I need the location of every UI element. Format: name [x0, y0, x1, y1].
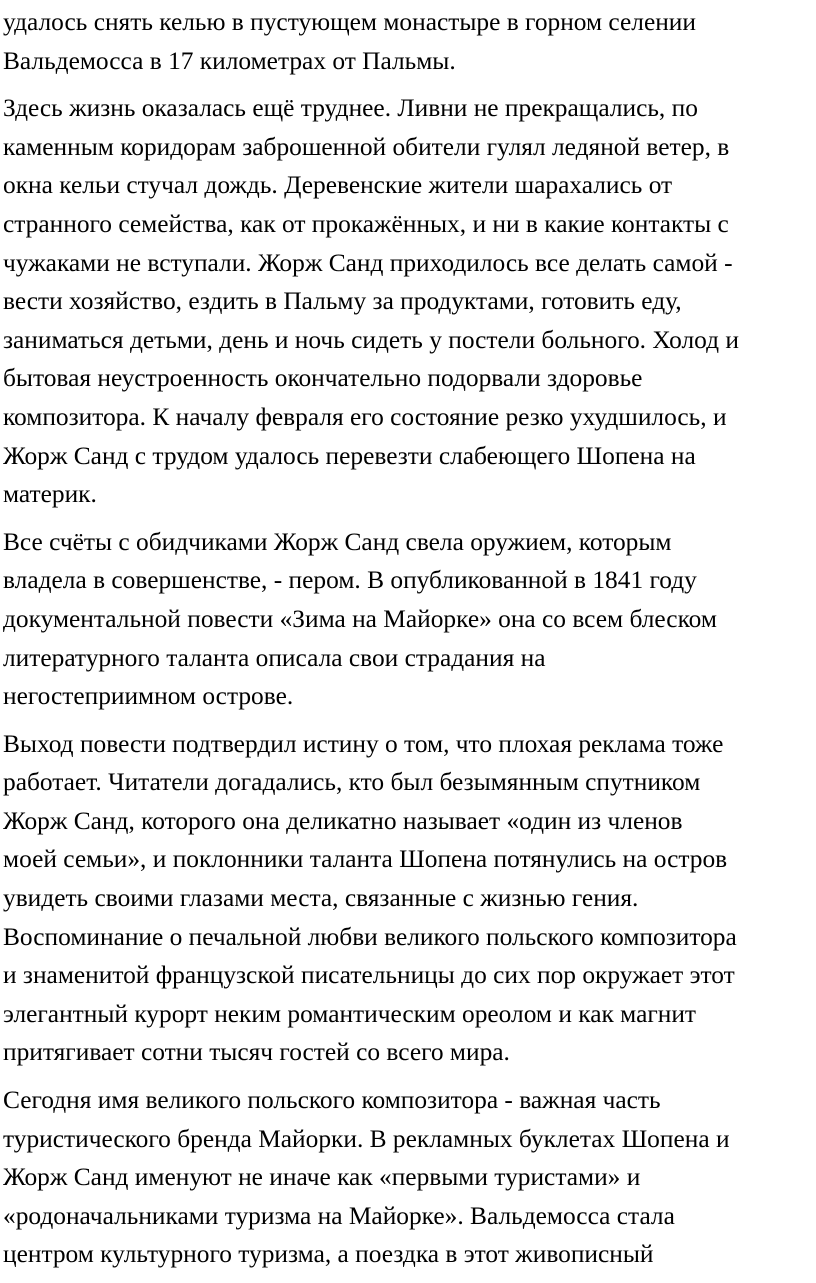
text-line: каменным коридорам заброшенной обители гулял ледяной ветер, в: [3, 132, 730, 161]
text-line: притягивает сотни тысяч гостей со всего мира.: [3, 1038, 510, 1067]
text-line: странного семейства, как от прокажённых, и ни в какие контакты с: [3, 209, 729, 238]
text-line: документальной повести «Зима на Майорке» она со всем блеском: [3, 604, 717, 633]
text-line: материк.: [3, 480, 97, 509]
text-line: удалось снять келью в пустующем монастыре в горном селении: [3, 8, 696, 36]
text-line: окна кельи стучал дождь. Деревенские жители шарахались от: [3, 171, 673, 200]
text-line: Вальдемосса в 17 километрах от Пальмы.: [3, 46, 456, 75]
text-line: Жорж Санд с трудом удалось перевезти слабеющего Шопена на: [3, 441, 696, 470]
text-line: центром культурного туризма, а поездка в этот живописный: [3, 1240, 654, 1269]
text-line: Воспоминание о печальной любви великого польского композитора: [3, 922, 737, 951]
text-line: чужаками не вступали. Жорж Санд приходилось все делать самой -: [3, 248, 733, 277]
text-line: композитора. К началу февраля его состояние резко ухудшилось, и: [3, 402, 727, 431]
text-line: бытовая неустроенность окончательно подорвали здоровье: [3, 364, 643, 393]
text-line: туристического бренда Майорки. В рекламных буклетах Шопена и: [3, 1124, 730, 1153]
text-line: «родоначальниками туризма на Майорке». Вальдемосса стала: [3, 1201, 675, 1230]
paragraph: [3, 725, 816, 1072]
text-line: вести хозяйство, ездить в Пальму за продуктами, готовить еду,: [3, 287, 682, 316]
text-line: Жорж Санд именуют не иначе как «первыми туристами» и: [3, 1163, 641, 1192]
text-line: моей семьи», и поклонники таланта Шопена потянулись на остров: [3, 845, 728, 874]
text-line: негостеприимном острове.: [3, 682, 294, 711]
text-line: увидеть своими глазами места, связанные с жизнью гения.: [3, 884, 639, 913]
text-line: заниматься детьми, день и ночь сидеть у постели больного. Холод и: [3, 325, 739, 354]
text-line: элегантный курорт неким романтическим ореолом и как магнит: [3, 999, 697, 1028]
text-line: Выход повести подтвердил истину о том, что плохая реклама тоже: [3, 729, 724, 758]
text-line: Сегодня имя великого польского композитора - важная часть: [3, 1086, 661, 1115]
text-line: Здесь жизнь оказалась ещё труднее. Ливни не прекращались, по: [3, 94, 698, 123]
paragraph: [3, 3, 816, 80]
text-line: литературного таланта описала свои страдания на: [3, 643, 546, 672]
paragraph: [3, 523, 816, 716]
text-line: и знаменитой французской писательницы до сих пор окружает этот: [3, 961, 735, 990]
text-line: Все счёты с обидчиками Жорж Санд свела оружием, которым: [3, 527, 672, 556]
text-line: владела в совершенстве, - пером. В опубликованной в 1841 году: [3, 566, 697, 595]
text-line: Жорж Санд, которого она деликатно называет «один из членов: [3, 806, 683, 835]
text-line: работает. Читатели догадались, кто был безымянным спутником: [3, 768, 701, 797]
document-body: [3, 3, 816, 1283]
paragraph: [3, 89, 816, 514]
paragraph: [3, 1081, 816, 1274]
